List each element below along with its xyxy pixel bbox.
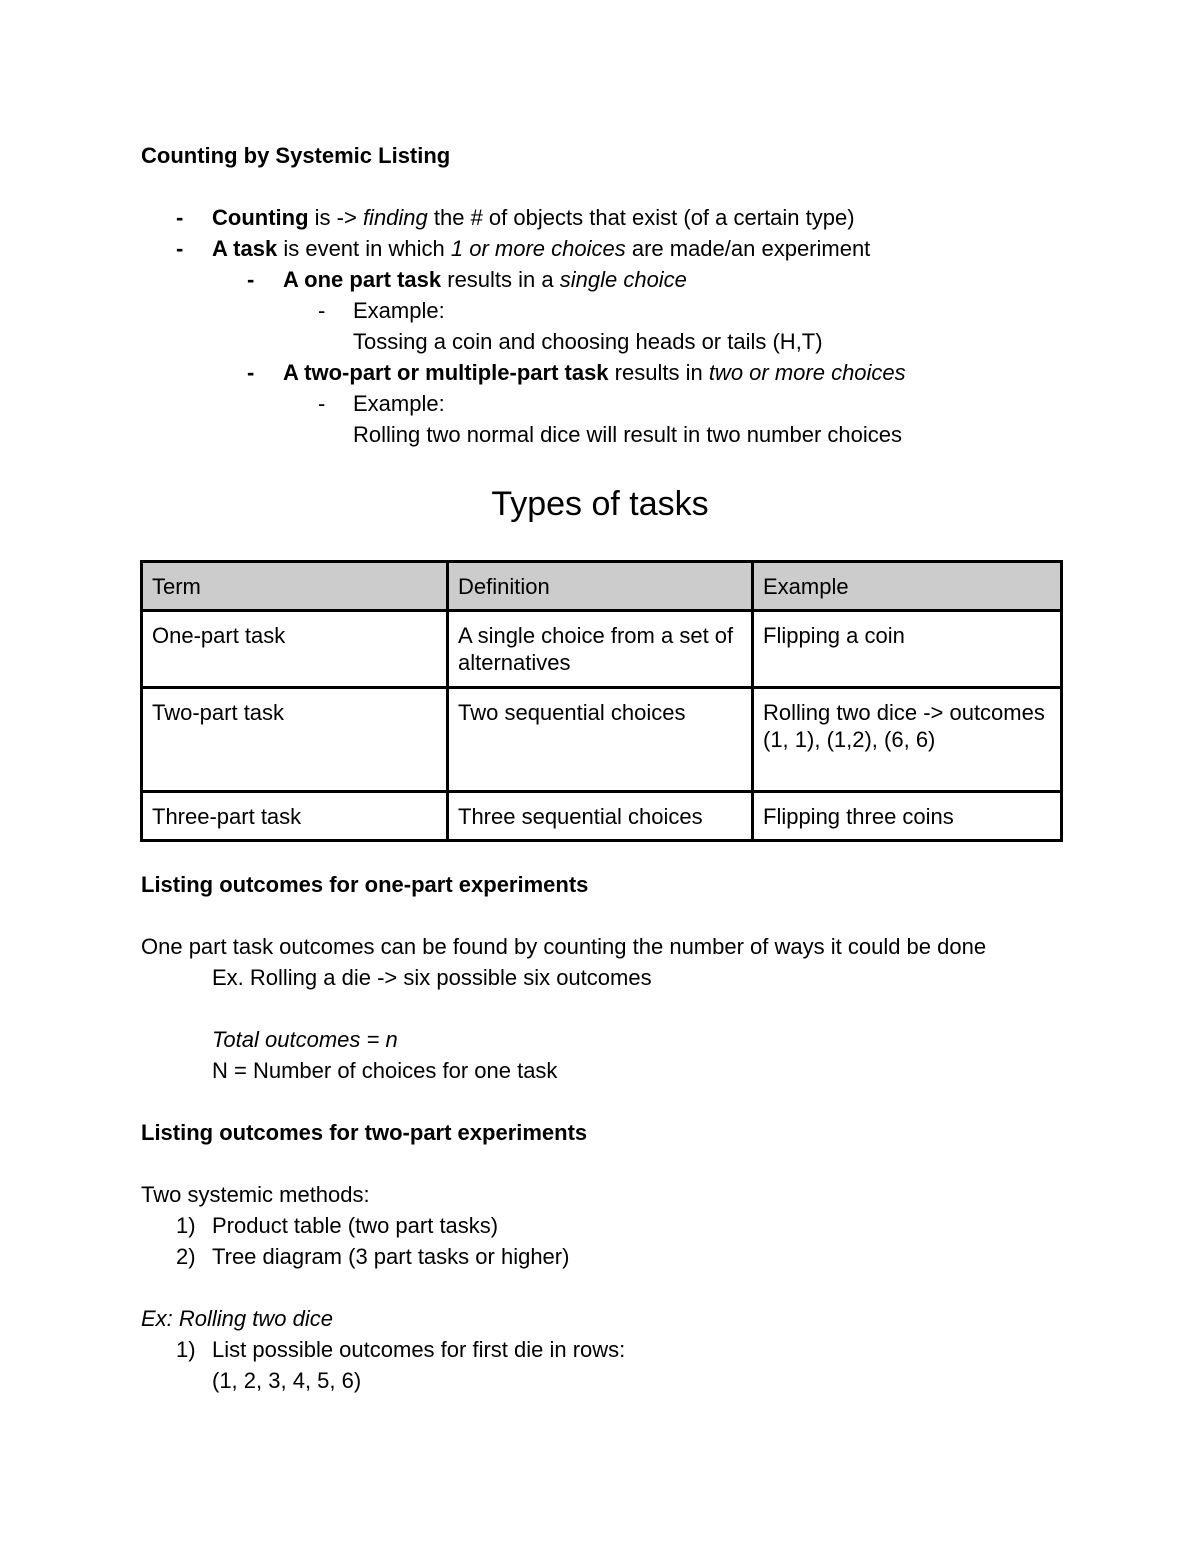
text: results in a — [441, 267, 560, 292]
table-header-row — [142, 562, 1062, 611]
bullet-marker: - — [176, 236, 184, 261]
task-types-table — [140, 560, 1063, 842]
emphasis: two or more choices — [708, 360, 906, 385]
term-task: A task — [212, 236, 278, 261]
header-cell: Term — [142, 562, 448, 611]
table-cell: Rolling two dice -> outcomes (1, 1), (1,2), (6, 6) — [753, 688, 1062, 792]
table-cell: Three-part task — [142, 792, 448, 841]
bullet-task — [212, 236, 870, 262]
list-item: List possible outcomes for first die in rows: — [212, 1337, 626, 1362]
emphasis: single choice — [559, 267, 687, 292]
table-row — [142, 688, 1062, 792]
header-cell: Definition — [448, 562, 753, 611]
section-intro: Two systemic methods: — [141, 1182, 370, 1207]
table-cell: One-part task — [142, 611, 448, 688]
text: are made/an experiment — [625, 236, 871, 261]
bullet-marker: - — [318, 391, 326, 416]
term-multi-part-task: A two-part or multiple-part task — [283, 360, 609, 385]
table-cell: Two sequential choices — [448, 688, 753, 792]
bullet-marker: - — [247, 267, 255, 292]
list-number: 1) — [176, 1213, 196, 1238]
header-cell: Example — [753, 562, 1062, 611]
bullet-marker: - — [247, 360, 255, 385]
example-label: Example: — [353, 298, 445, 323]
table-row — [142, 792, 1062, 841]
list-item: Product table (two part tasks) — [212, 1213, 499, 1238]
table-cell: Flipping three coins — [753, 792, 1062, 841]
table-cell: Three sequential choices — [448, 792, 753, 841]
table-title: Types of tasks — [491, 485, 709, 523]
text: is event in which — [277, 236, 451, 261]
list-number: 1) — [176, 1337, 196, 1362]
text: is -> — [308, 205, 363, 230]
section-title: Listing outcomes for two-part experiments — [141, 1120, 588, 1145]
bullet-marker: - — [318, 298, 326, 323]
text: results in — [608, 360, 709, 385]
emphasis: finding — [362, 205, 428, 230]
bullet-one-part-task — [283, 267, 687, 293]
list-item: Tree diagram (3 part tasks or higher) — [212, 1244, 570, 1269]
list-number: 2) — [176, 1244, 196, 1269]
example-text: Rolling two normal dice will result in two number choices — [353, 422, 903, 447]
section-title: Listing outcomes for one-part experiments — [141, 872, 589, 897]
bullet-counting — [212, 205, 855, 231]
example-text: Tossing a coin and choosing heads or tails (H,T) — [353, 329, 823, 354]
list-item-detail: (1, 2, 3, 4, 5, 6) — [212, 1368, 362, 1393]
text: the # of objects that exist (of a certain type) — [427, 205, 855, 230]
bullet-marker: - — [176, 205, 184, 230]
bullet-multi-part-task — [283, 360, 906, 386]
section-intro: One part task outcomes can be found by counting the number of ways it could be done — [141, 934, 987, 959]
formula: Total outcomes = n — [212, 1027, 398, 1052]
term-counting: Counting — [212, 205, 309, 230]
example-label: Example: — [353, 391, 445, 416]
page-heading: Counting by Systemic Listing — [141, 143, 451, 168]
formula-definition: N = Number of choices for one task — [212, 1058, 558, 1083]
emphasis: 1 or more choices — [450, 236, 626, 261]
example-heading: Ex: Rolling two dice — [141, 1306, 333, 1331]
table-cell: Two-part task — [142, 688, 448, 792]
term-one-part-task: A one part task — [283, 267, 442, 292]
table-row — [142, 611, 1062, 688]
section-example: Ex. Rolling a die -> six possible six outcomes — [212, 965, 652, 990]
table-cell: Flipping a coin — [753, 611, 1062, 688]
table-cell: A single choice from a set of alternatives — [448, 611, 753, 688]
